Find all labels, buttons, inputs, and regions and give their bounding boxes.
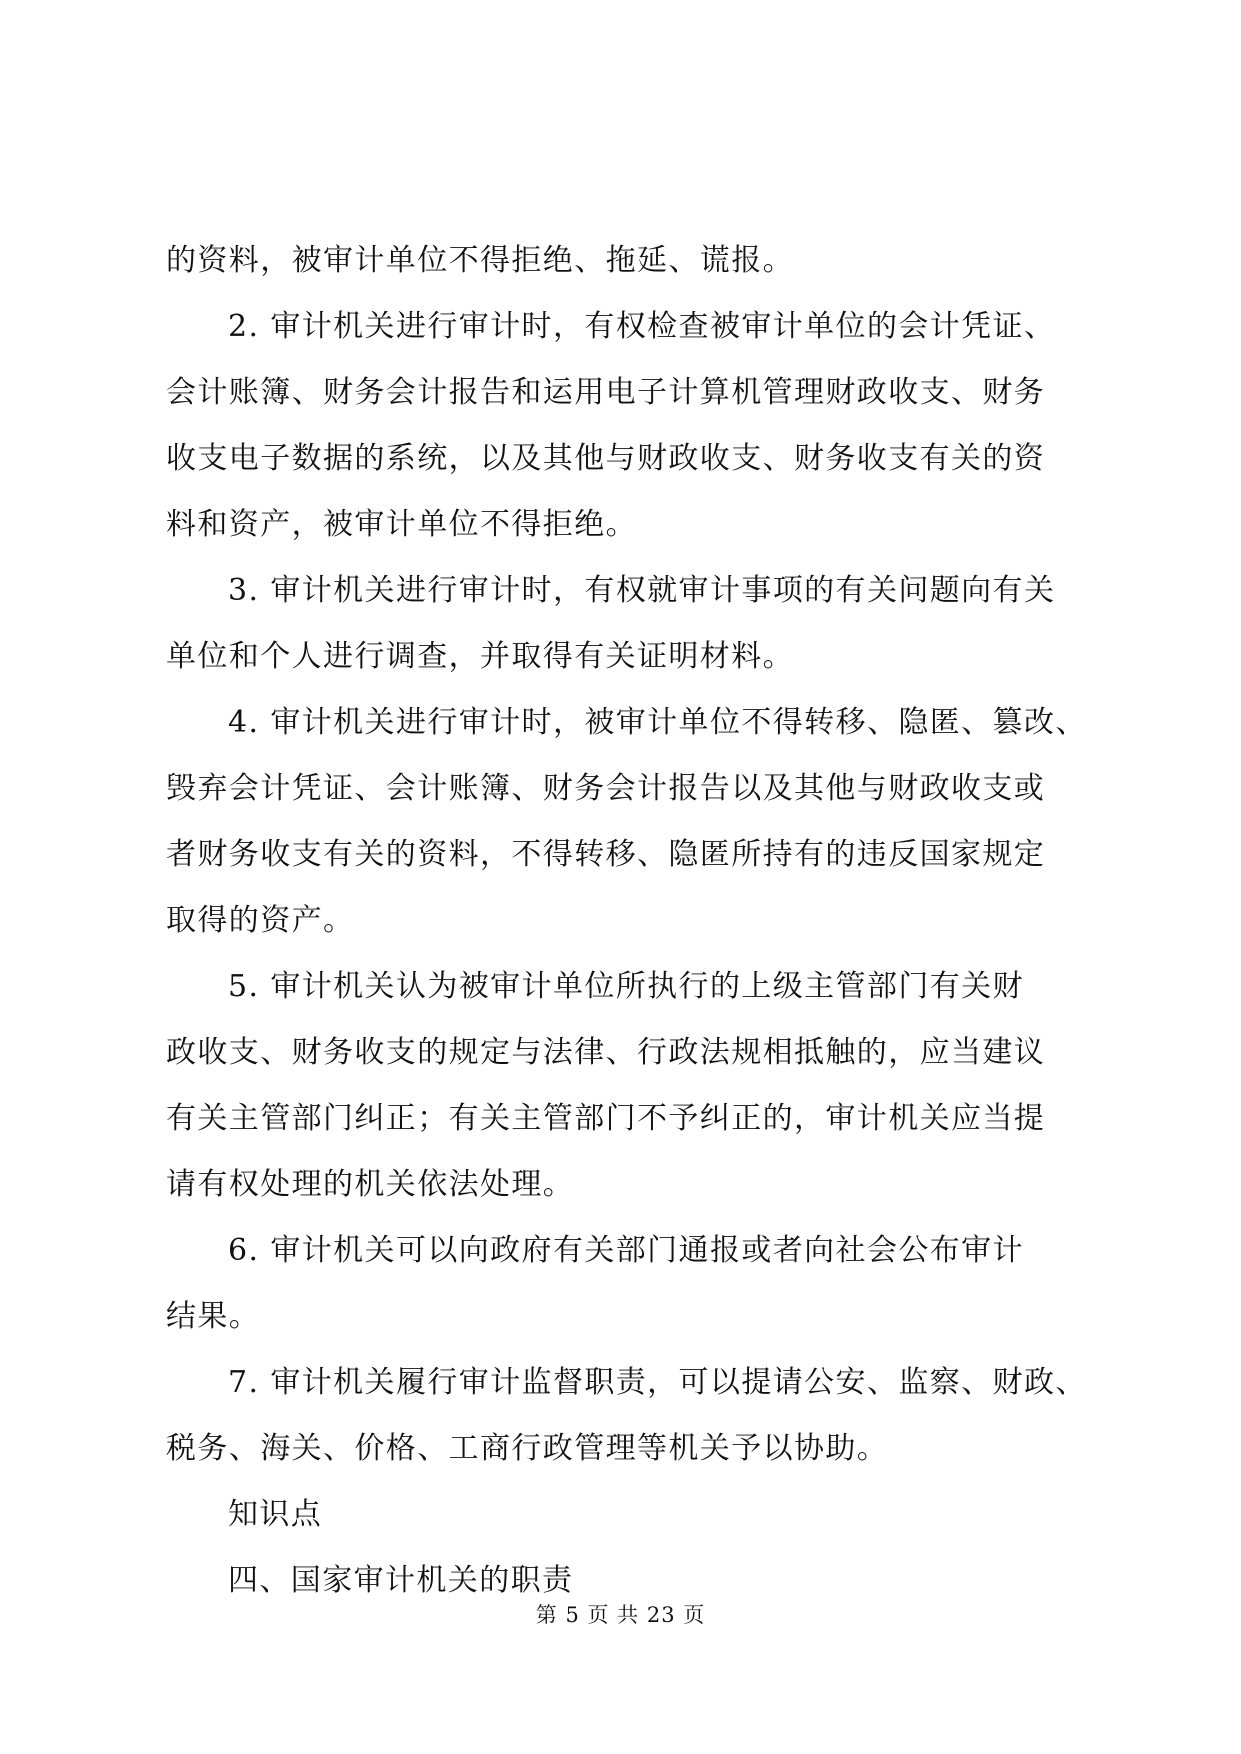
document-body	[166, 228, 1087, 1614]
page-number-footer: 第 5 页 共 23 页	[535, 1603, 706, 1627]
text-line-9: 毁弃会计凭证、会计账簿、财务会计报告以及其他与财政收支或	[166, 771, 1046, 806]
text-line-3: 会计账簿、财务会计报告和运用电子计算机管理财政收支、财务	[166, 375, 1046, 410]
text-line-13: 政收支、财务收支的规定与法律、行政法规相抵触的，应当建议	[166, 1035, 1046, 1070]
text-line-12: 5. 审计机关认为被审计单位所执行的上级主管部门有关财	[228, 969, 1024, 1004]
text-line-2: 2. 审计机关进行审计时，有权检查被审计单位的会计凭证、	[228, 309, 1056, 344]
text-line-15: 请有权处理的机关依法处理。	[166, 1167, 575, 1202]
text-line-10: 者财务收支有关的资料，不得转移、隐匿所持有的违反国家规定	[166, 837, 1046, 872]
text-line-4: 收支电子数据的系统，以及其他与财政收支、财务收支有关的资	[166, 441, 1046, 476]
text-line-19: 税务、海关、价格、工商行政管理等机关予以协助。	[166, 1431, 889, 1466]
section-heading: 四、国家审计机关的职责	[228, 1563, 574, 1598]
text-line-16: 6. 审计机关可以向政府有关部门通报或者向社会公布审计	[228, 1233, 1024, 1268]
text-line-17: 结果。	[166, 1299, 261, 1334]
text-line-14: 有关主管部门纠正；有关主管部门不予纠正的，审计机关应当提	[166, 1101, 1046, 1136]
section-label: 知识点	[228, 1497, 323, 1532]
text-line-5: 料和资产，被审计单位不得拒绝。	[166, 507, 637, 542]
text-line-11: 取得的资产。	[166, 903, 355, 938]
text-line-8: 4. 审计机关进行审计时，被审计单位不得转移、隐匿、篡改、	[228, 705, 1087, 740]
text-line-7: 单位和个人进行调查，并取得有关证明材料。	[166, 639, 794, 674]
text-line-6: 3. 审计机关进行审计时，有权就审计事项的有关问题向有关	[228, 573, 1056, 608]
text-line-1: 的资料，被审计单位不得拒绝、拖延、谎报。	[166, 243, 794, 278]
text-line-18: 7. 审计机关履行审计监督职责，可以提请公安、监察、财政、	[228, 1365, 1087, 1400]
